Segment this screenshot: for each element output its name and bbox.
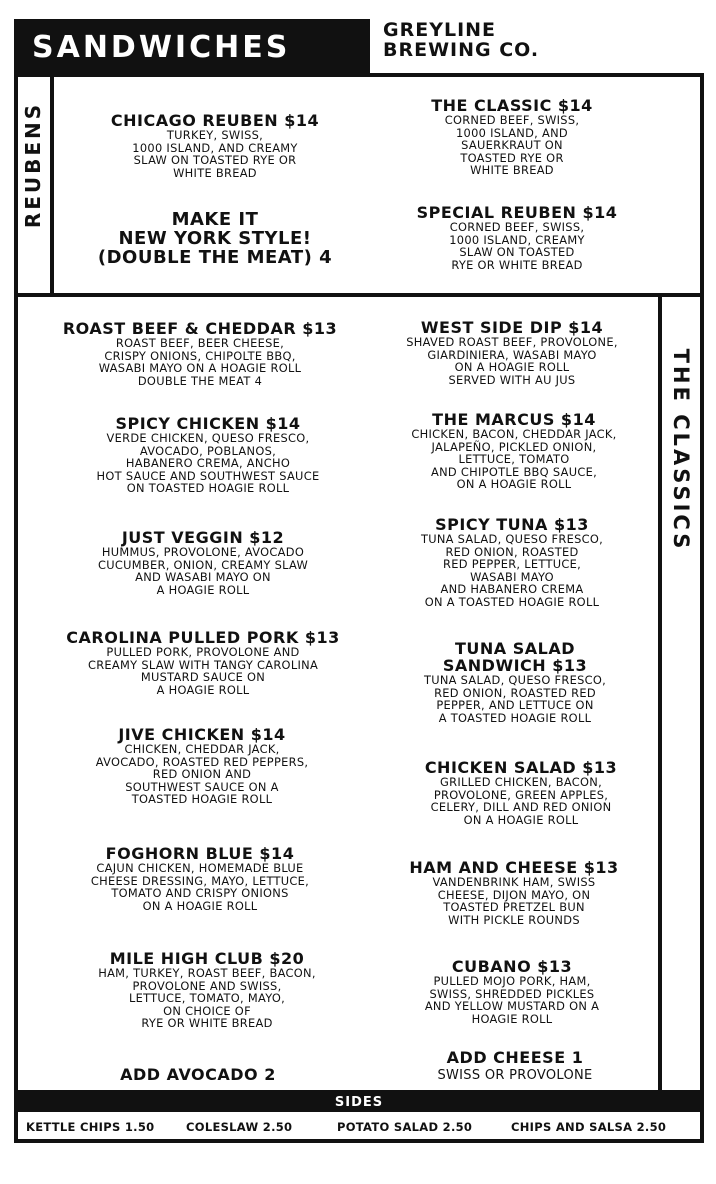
menu-item-description-line: WITH PICKLE ROUNDS	[448, 912, 580, 927]
menu-item-description-line: CHICKEN, BACON, CHEDDAR JACK,	[411, 427, 617, 441]
divider-reubens-bottom	[14, 293, 704, 297]
menu-item-name-line: CAROLINA PULLED PORK $13	[66, 628, 340, 647]
menu-item-description-line: RYE OR WHITE BREAD	[451, 257, 583, 272]
menu-item-name	[359, 859, 669, 876]
menu-item-name-line: WEST SIDE DIP $14	[420, 318, 604, 337]
brand-line-1: GREYLINE	[383, 19, 497, 41]
menu-item-name-line: HAM AND CHEESE $13	[409, 858, 619, 877]
menu-item-description-line: CHEESE, DIJON MAYO, ON	[437, 887, 591, 902]
side-item: KETTLE CHIPS 1.50	[26, 1120, 155, 1134]
menu-item-name	[43, 1066, 353, 1083]
menu-item-name-line: MAKE IT	[171, 209, 259, 230]
menu-item-name	[47, 726, 357, 743]
menu-item-description-line: MUSTARD SAUCE ON	[140, 670, 266, 684]
menu-item-description	[360, 674, 670, 724]
menu-item-name-line: THE CLASSIC $14	[431, 96, 593, 115]
reubens-label-text: REUBENS	[21, 101, 45, 229]
menu-item-name-line: CHICKEN SALAD $13	[424, 758, 618, 777]
menu-item-description-line: SAUERKRAUT ON	[461, 138, 563, 152]
menu-item	[45, 845, 355, 912]
menu-item-description	[359, 428, 669, 491]
menu-item-name-line: TUNA SALAD	[454, 639, 575, 658]
menu-item-description-line: AVOCADO, ROASTED RED PEPPERS,	[95, 754, 309, 769]
menu-item-description-line: AND HABANERO CREMA	[440, 582, 584, 596]
menu-item-description-line: WHITE BREAD	[173, 165, 257, 180]
menu-item-name-line: JIVE CHICKEN $14	[118, 725, 286, 744]
menu-item-name-line: SPECIAL REUBEN $14	[416, 203, 618, 222]
menu-item-name-line: THE MARCUS $14	[432, 410, 596, 429]
menu-item-description-line: WASABI MAYO ON A HOAGIE ROLL	[98, 361, 302, 375]
side-item: COLESLAW 2.50	[186, 1120, 293, 1134]
menu-item-name-line: SPICY CHICKEN $14	[115, 414, 301, 433]
menu-item-name	[52, 950, 362, 967]
menu-item-name	[366, 759, 676, 776]
page-title: SANDWICHES	[14, 19, 370, 73]
menu-item-description-line: TOMATO AND CRISPY ONIONS	[111, 886, 289, 900]
menu-item-name	[65, 112, 365, 129]
menu-item	[366, 759, 676, 826]
menu-item-description-line: CORNED BEEF, SWISS,	[449, 220, 585, 234]
menu-item	[360, 640, 670, 724]
menu-item-description-line: PEPPER, AND LETTUCE ON	[436, 698, 594, 712]
menu-item-description-line: TOASTED HOAGIE ROLL	[131, 792, 273, 806]
menu-item-description-line: SERVED WITH AU JUS	[448, 372, 576, 387]
menu-item-description-line: RYE OR WHITE BREAD	[141, 1016, 273, 1030]
menu-item-description-line: ON TOASTED HOAGIE ROLL	[126, 481, 290, 495]
menu-item-description	[65, 129, 365, 179]
menu-item	[357, 958, 667, 1025]
menu-item-description	[359, 876, 669, 926]
menu-item-description-line: RED ONION, ROASTED	[445, 544, 579, 559]
menu-item-description	[48, 646, 358, 696]
menu-item-description-line: VERDE CHICKEN, QUESO FRESCO,	[106, 431, 310, 445]
menu-item-description	[377, 221, 657, 271]
menu-item-description	[360, 1070, 670, 1083]
menu-item	[43, 1066, 353, 1083]
menu-item	[45, 320, 355, 387]
menu-item-description-line: A TOASTED HOAGIE ROLL	[438, 710, 592, 725]
menu-item-description-line: SLAW ON TOASTED RYE OR	[133, 153, 297, 167]
menu-item-description-line: ON A HOAGIE ROLL	[456, 477, 572, 491]
menu-item-name-line: ROAST BEEF & CHEDDAR $13	[62, 319, 338, 338]
menu-item-description-line: CREAMY SLAW WITH TANGY CAROLINA	[87, 657, 319, 672]
menu-item-description-line: 1000 ISLAND, AND CREAMY	[132, 140, 298, 155]
menu-item-description-line: CORNED BEEF, SWISS,	[444, 113, 580, 127]
menu-item-name	[53, 415, 363, 432]
menu-item-description-line: CUCUMBER, ONION, CREAMY SLAW	[97, 557, 309, 572]
menu-item-name-line: CHICAGO REUBEN $14	[110, 111, 320, 130]
classics-label-text: THE CLASSICS	[669, 348, 693, 552]
menu-item-description-line: PULLED PORK, PROVOLONE AND	[106, 645, 300, 659]
menu-item-name-line: FOGHORN BLUE $14	[105, 844, 295, 863]
menu-item-name	[357, 516, 667, 533]
menu-item-description-line: RED PEPPER, LETTUCE,	[442, 557, 582, 571]
menu-item-description	[45, 862, 355, 912]
menu-item-description-line: CRISPY ONIONS, CHIPOLTE BBQ,	[104, 348, 296, 363]
menu-item-name-line: SANDWICH $13	[442, 656, 588, 675]
menu-item-description-line: A HOAGIE ROLL	[156, 682, 250, 697]
menu-item-description-line: ROAST BEEF, BEER CHEESE,	[115, 336, 285, 350]
menu-item-description-line: SLAW ON TOASTED	[459, 245, 575, 259]
brand-line-2: BREWING CO.	[383, 39, 540, 61]
menu-item-description-line: SWISS, SHREDDED PICKLES	[429, 986, 595, 1001]
menu-item-description-line: TOASTED PRETZEL BUN	[443, 900, 585, 914]
menu-item-name	[48, 629, 358, 646]
menu-item	[48, 529, 358, 596]
menu-item	[357, 516, 667, 608]
menu-item-description-line: ON A HOAGIE ROLL	[463, 812, 579, 827]
menu-item-description-line: HOAGIE ROLL	[471, 1011, 553, 1026]
menu-item-description-line: VANDENBRINK HAM, SWISS	[432, 875, 596, 889]
menu-item-description-line: 1000 ISLAND, CREAMY	[449, 232, 585, 247]
menu-item-name	[359, 411, 669, 428]
menu-item-description	[357, 533, 667, 608]
menu-item-description-line: ON A TOASTED HOAGIE ROLL	[424, 594, 600, 609]
menu-item-description	[45, 337, 355, 387]
menu-item	[357, 319, 667, 386]
menu-item	[65, 112, 365, 179]
side-item: POTATO SALAD 2.50	[337, 1120, 473, 1134]
menu-item-description-line: JALAPEÑO, PICKLED ONION,	[431, 439, 597, 454]
menu-item	[48, 629, 358, 696]
menu-item-description-line: CHICKEN, CHEDDAR JACK,	[124, 742, 280, 756]
menu-item	[359, 411, 669, 491]
menu-item-description-line: TUNA SALAD, QUESO FRESCO,	[420, 532, 604, 546]
menu-item-name	[360, 640, 670, 674]
menu-item-name	[45, 320, 355, 337]
menu-item-name-line: JUST VEGGIN $12	[121, 528, 285, 547]
menu-item-description-line: WASABI MAYO	[470, 569, 554, 584]
menu-item-description-line: AND YELLOW MUSTARD ON A	[424, 999, 600, 1013]
menu-item-name-line: NEW YORK STYLE!	[118, 228, 312, 249]
side-item: CHIPS AND SALSA 2.50	[511, 1120, 667, 1134]
menu-item-description-line: 1000 ISLAND, AND	[455, 125, 568, 140]
menu-item-description	[357, 975, 667, 1025]
menu-item-description	[366, 776, 676, 826]
menu-item-name	[377, 204, 657, 221]
menu-item-description-line: WHITE BREAD	[470, 163, 554, 177]
menu-item-description-line: ON A HOAGIE ROLL	[454, 360, 570, 374]
menu-item-name	[65, 210, 365, 267]
menu-item-name	[48, 529, 358, 546]
menu-item-description-line: TOASTED RYE OR	[460, 150, 564, 165]
menu-item-name-line: (DOUBLE THE MEAT) 4	[97, 247, 333, 268]
menu-item-description-line: HABANERO CREMA, ANCHO	[125, 456, 291, 470]
menu-item-name	[360, 1049, 670, 1066]
menu-item-description-line: CHEESE DRESSING, MAYO, LETTUCE,	[90, 873, 310, 888]
menu-item-description-line: RED ONION AND	[152, 767, 252, 781]
menu-item-description-line: RED ONION, ROASTED RED	[434, 685, 596, 700]
menu-item-description-line: SOUTHWEST SAUCE ON A	[125, 779, 279, 794]
menu-item-description	[53, 432, 363, 495]
menu-item-description	[357, 336, 667, 386]
menu-item-description	[372, 114, 652, 177]
menu-item-description-line: TUNA SALAD, QUESO FRESCO,	[423, 673, 607, 687]
menu-item	[377, 204, 657, 271]
menu-item	[52, 950, 362, 1030]
menu-item-description	[47, 743, 357, 806]
menu-item	[47, 726, 357, 806]
menu-item-description-line: GRILLED CHICKEN, BACON,	[439, 775, 602, 789]
menu-item-description-line: PROVOLONE AND SWISS,	[132, 978, 282, 993]
menu-item-name-line: SPICY TUNA $13	[435, 515, 589, 534]
menu-item-description-line: ON A HOAGIE ROLL	[142, 898, 258, 913]
menu-item-name	[357, 319, 667, 336]
menu-item-description-line: HAM, TURKEY, ROAST BEEF, BACON,	[98, 966, 316, 980]
menu-item-description	[48, 546, 358, 596]
brand-name	[383, 20, 539, 60]
menu-item-description-line: ON CHOICE OF	[163, 1003, 251, 1018]
menu-item-description-line: CELERY, DILL AND RED ONION	[430, 800, 612, 814]
menu-item-description-line: PULLED MOJO PORK, HAM,	[433, 974, 591, 988]
menu-item-description-line: SWISS OR PROVOLONE	[437, 1068, 593, 1083]
menu-item-description-line: LETTUCE, TOMATO	[458, 452, 570, 466]
menu-item-description-line: AND CHIPOTLE BBQ SAUCE,	[431, 464, 597, 479]
menu-item-description	[52, 967, 362, 1030]
menu-item	[53, 415, 363, 495]
menu-item	[372, 97, 652, 177]
menu-item-description-line: DOUBLE THE MEAT 4	[137, 373, 263, 388]
menu-item-name-line: ADD AVOCADO 2	[120, 1065, 276, 1084]
menu-item-name	[45, 845, 355, 862]
menu-item-description-line: PROVOLONE, GREEN APPLES,	[433, 787, 609, 802]
menu-item	[360, 1049, 670, 1083]
menu-item-description-line: A HOAGIE ROLL	[156, 582, 250, 597]
menu-item-description-line: GIARDINIERA, WASABI MAYO	[427, 347, 597, 362]
menu-item-description-line: HUMMUS, PROVOLONE, AVOCADO	[101, 545, 305, 559]
menu-item-name-line: CUBANO $13	[451, 957, 573, 976]
reubens-section-label	[18, 95, 48, 235]
menu-item-description-line: LETTUCE, TOMATO, MAYO,	[128, 991, 286, 1005]
menu-item-description-line: AVOCADO, POBLANOS,	[139, 443, 277, 458]
menu-item-description-line: TURKEY, SWISS,	[166, 128, 264, 142]
sides-header: SIDES	[18, 1094, 700, 1112]
menu-item-name-line: ADD CHEESE 1	[446, 1048, 584, 1067]
menu-item-description-line: AND WASABI MAYO ON	[135, 570, 271, 584]
divider-reubens-side	[50, 73, 54, 295]
menu-item-name	[357, 958, 667, 975]
menu-item	[65, 210, 365, 267]
menu-item-description-line: SHAVED ROAST BEEF, PROVOLONE,	[406, 335, 618, 349]
menu-item-name-line: MILE HIGH CLUB $20	[109, 949, 305, 968]
menu-item-description-line: CAJUN CHICKEN, HOMEMADE BLUE	[96, 861, 304, 875]
menu-item-name	[372, 97, 652, 114]
menu-item	[359, 859, 669, 926]
menu-item-description-line: HOT SAUCE AND SOUTHWEST SAUCE	[96, 468, 320, 483]
